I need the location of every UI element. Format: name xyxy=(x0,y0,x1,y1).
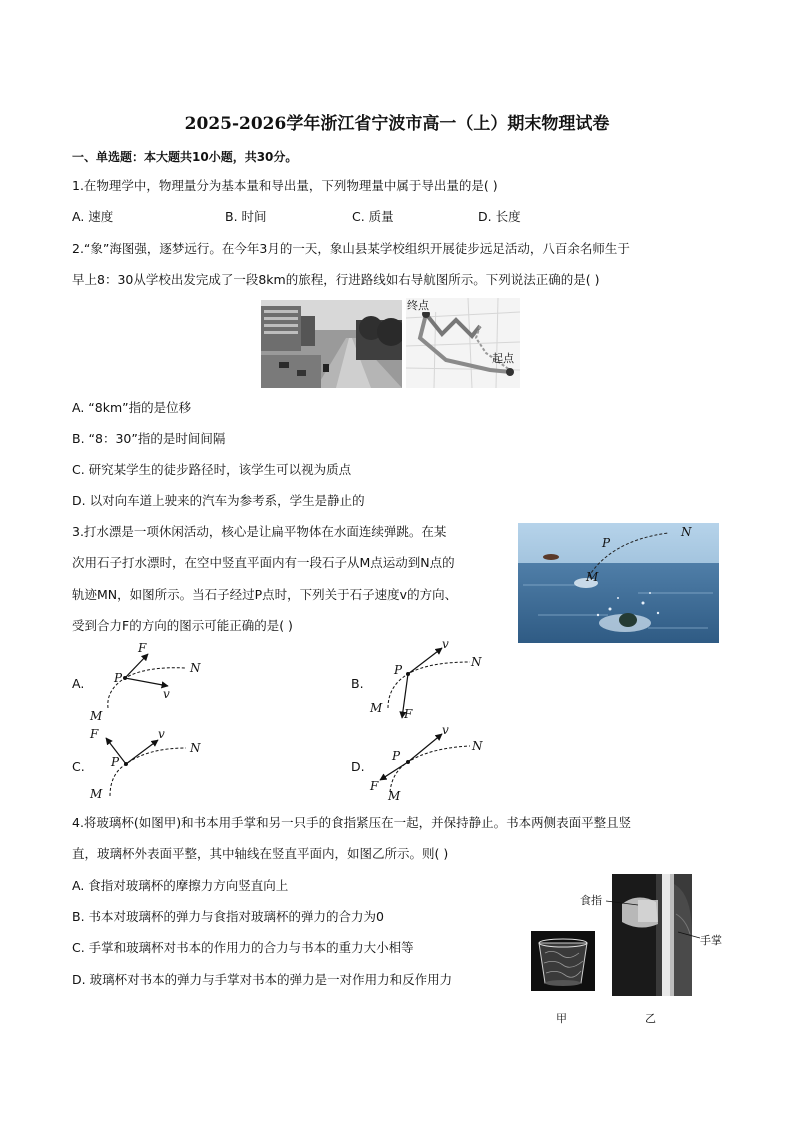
q2-stem-line1: 2.“象”海图强，逐梦远行。在今年3月的一天，象山县某学校组织开展徒步远足活动，八百余名师生于 xyxy=(72,241,630,256)
b-label-p: P xyxy=(394,663,403,677)
q3-diagram-b-label: B. xyxy=(351,676,364,691)
d-label-v: v xyxy=(442,723,449,737)
photo-label-n: N xyxy=(681,525,692,539)
q3-diagram-c xyxy=(86,724,216,804)
caption-yi: 乙 xyxy=(645,1012,656,1025)
q1-stem: 1.在物理学中，物理量分为基本量和导出量，下列物理量中属于导出量的是( ) xyxy=(72,178,498,193)
q3-stem-line1: 3.打水漂是一项休闲活动，核心是让扁平物体在水面连续弹跳。在某 xyxy=(72,524,447,539)
q3-stem-line2: 次用石子打水漂时，在空中竖直平面内有一段石子从M点运动到N点的 xyxy=(72,555,455,570)
c-label-v: v xyxy=(158,727,165,741)
finger-pointer-line xyxy=(604,895,640,907)
b-label-m: M xyxy=(370,701,383,715)
c-label-m: M xyxy=(90,787,103,801)
q3-diagram-d xyxy=(366,720,496,804)
palm-pointer-line xyxy=(676,930,702,942)
q4-option-a: A. 食指对玻璃杯的摩擦力方向竖直向上 xyxy=(72,878,289,893)
map-start-label: 起点 xyxy=(492,352,514,365)
q3-diagram-b xyxy=(366,636,496,724)
a-label-f: F xyxy=(138,641,147,655)
map-end-label: 终点 xyxy=(407,299,429,312)
q1-option-b: B. 时间 xyxy=(225,209,267,224)
b-label-n: N xyxy=(471,655,482,669)
q1-option-d: D. 长度 xyxy=(478,209,521,224)
c-label-p: P xyxy=(111,755,120,769)
a-label-v: v xyxy=(163,687,170,701)
label-finger: 食指 xyxy=(580,894,602,907)
q3-stem-line4: 受到合力F的方向的图示可能正确的是( ) xyxy=(72,618,293,633)
q3-diagram-a xyxy=(86,638,216,724)
navigation-map xyxy=(406,298,520,388)
street-photo xyxy=(261,300,402,388)
a-label-n: N xyxy=(190,661,201,675)
photo-label-m: M xyxy=(586,570,599,584)
q2-option-a: A. “8km”指的是位移 xyxy=(72,400,192,415)
q4-stem-line1: 4.将玻璃杯(如图甲)和书本用手掌和另一只手的食指紧压在一起，并保持静止。书本两侧表面平整且竖 xyxy=(72,815,632,830)
section-heading: 一、单选题：本大题共10小题，共30分。 xyxy=(72,150,298,164)
skipping-stone-photo xyxy=(518,523,719,643)
label-palm: 手掌 xyxy=(700,934,722,947)
d-label-n: N xyxy=(472,739,483,753)
q2-stem-line2: 早上8：30从学校出发完成了一段8km的旅程，行进路线如右导航图所示。下列说法正确的是( ) xyxy=(72,272,600,287)
q4-option-c: C. 手掌和玻璃杯对书本的作用力的合力与书本的重力大小相等 xyxy=(72,940,414,955)
d-label-m: M xyxy=(388,789,401,803)
q4-option-b: B. 书本对玻璃杯的弹力与食指对玻璃杯的弹力的合力为0 xyxy=(72,909,384,924)
a-label-m: M xyxy=(90,709,103,723)
q3-diagram-d-label: D. xyxy=(351,759,365,774)
q3-diagram-c-label: C. xyxy=(72,759,85,774)
q2-option-c: C. 研究某学生的徒步路径时，该学生可以视为质点 xyxy=(72,462,352,477)
b-label-v: v xyxy=(442,637,449,651)
a-label-p: P xyxy=(114,671,123,685)
page-title: 2025-2026学年浙江省宁波市高一（上）期末物理试卷 xyxy=(184,114,610,134)
q1-option-a: A. 速度 xyxy=(72,209,114,224)
q1-option-c: C. 质量 xyxy=(352,209,394,224)
q4-stem-line2: 直，玻璃杯外表面平整，其中轴线在竖直平面内，如图乙所示。则( ) xyxy=(72,846,449,861)
q2-option-d: D. 以对向车道上驶来的汽车为参考系，学生是静止的 xyxy=(72,493,365,508)
glass-cup-photo xyxy=(531,931,595,991)
q3-diagram-a-label: A. xyxy=(72,676,85,691)
q4-option-d: D. 玻璃杯对书本的弹力与手掌对书本的弹力是一对作用力和反作用力 xyxy=(72,972,453,987)
caption-jia: 甲 xyxy=(556,1012,567,1025)
q2-option-b: B. “8：30”指的是时间间隔 xyxy=(72,431,226,446)
q3-stem-line3: 轨迹MN，如图所示。当石子经过P点时，下列关于石子速度v的方向、 xyxy=(72,587,458,602)
d-label-p: P xyxy=(392,749,401,763)
c-label-n: N xyxy=(190,741,201,755)
c-label-f: F xyxy=(90,727,99,741)
d-label-f: F xyxy=(370,779,379,793)
b-label-f: F xyxy=(404,707,413,721)
photo-label-p: P xyxy=(602,536,611,550)
